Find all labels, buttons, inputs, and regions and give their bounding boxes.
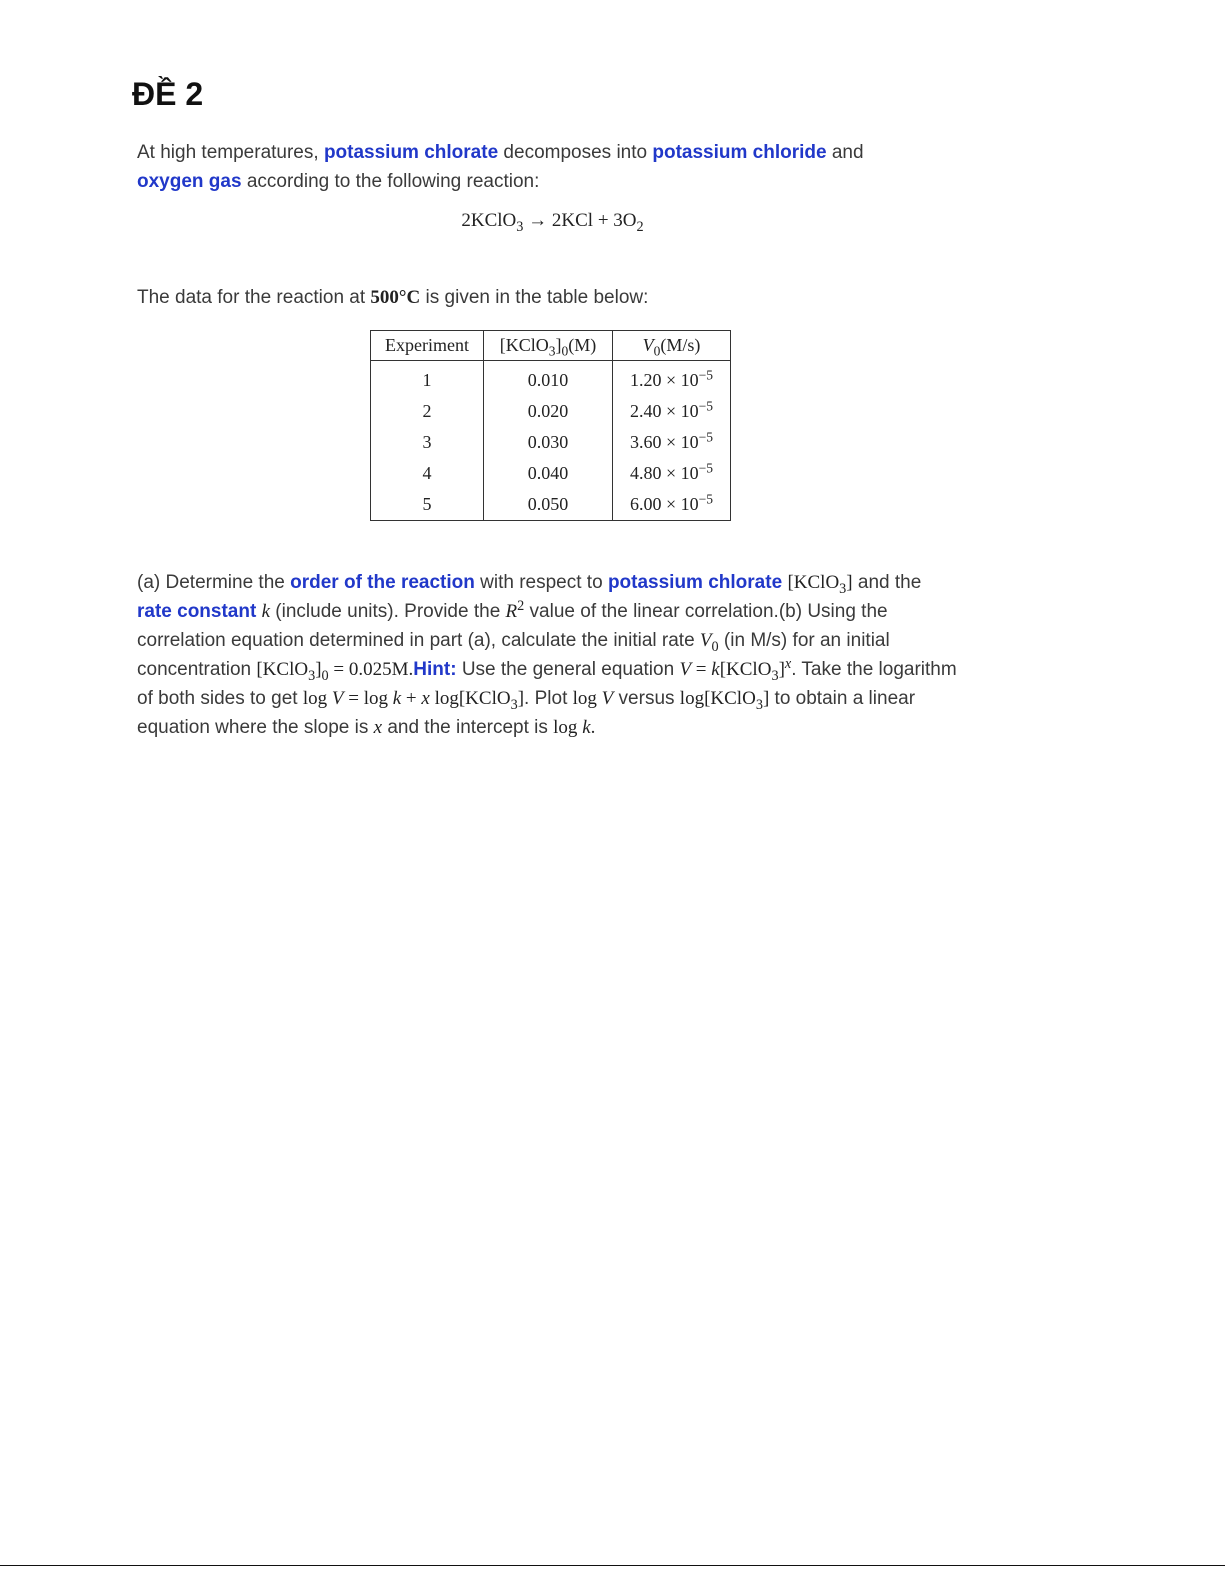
question-paragraph: (a) Determine the order of the reaction with respect to potassium chlorate [KClO$_3$] and the rate constant k (include units). Provide the $R^2$ value of the linear correlation.(b) Using the correlation equation determined in part (a), calculate the initial rate $V_0$ (in M/s) for an initial concentration $[KClO_3]_0$ = 0.025M.Hint: Use the general equation V = k[KClO$_3$]$^x$. Take the logarithm of both sides to get log V = log k + x log[KClO$_3$]. Plot log V versus log[KClO$_3$] to obtain a linear equation where the slope is x and the intercept is log k. — [137, 572, 957, 738]
term-potassium-chlorate-2: potassium chlorate — [607, 572, 783, 593]
page-bottom-divider — [0, 1565, 1225, 1566]
temperature: 500°C — [370, 287, 421, 308]
hint-label: Hint: — [413, 659, 457, 680]
term-potassium-chloride: potassium chloride — [652, 142, 827, 163]
term-rate-constant: rate constant — [137, 601, 257, 622]
table-row: 4 0.040 $4.80 \times 10^{-5}$ — [371, 458, 731, 489]
header-rate: $V_0(M/s)$ — [613, 331, 731, 361]
table-row: 2 0.020 $2.40 \times 10^{-5}$ — [371, 396, 731, 427]
header-experiment: Experiment — [371, 331, 484, 361]
header-concentration: $[KClO_3]_0(M)$ — [484, 331, 613, 361]
page-title: ĐỀ 2 — [132, 76, 204, 112]
term-potassium-chlorate: potassium chlorate — [323, 142, 499, 163]
term-oxygen-gas: oxygen gas — [137, 171, 242, 192]
reaction-equation: 2KClO$_3$ → $2KCl + 3O_2$ — [461, 210, 644, 235]
table-row: 3 0.030 $3.60 \times 10^{-5}$ — [371, 427, 731, 458]
table-row: 5 0.050 $6.00 \times 10^{-5}$ — [371, 489, 731, 521]
data-intro: The data for the reaction at 500°C is given in the table below: — [137, 287, 649, 308]
intro-paragraph: At high temperatures, potassium chlorate decomposes into potassium chloride and oxygen gas according to the following reaction: — [137, 142, 864, 192]
table-header-row — [371, 331, 731, 361]
rate-data-table — [370, 330, 731, 521]
table-row: 1 0.010 $1.20 \times 10^{-5}$ — [371, 361, 731, 397]
term-order-of-reaction: order of the reaction — [290, 572, 475, 593]
